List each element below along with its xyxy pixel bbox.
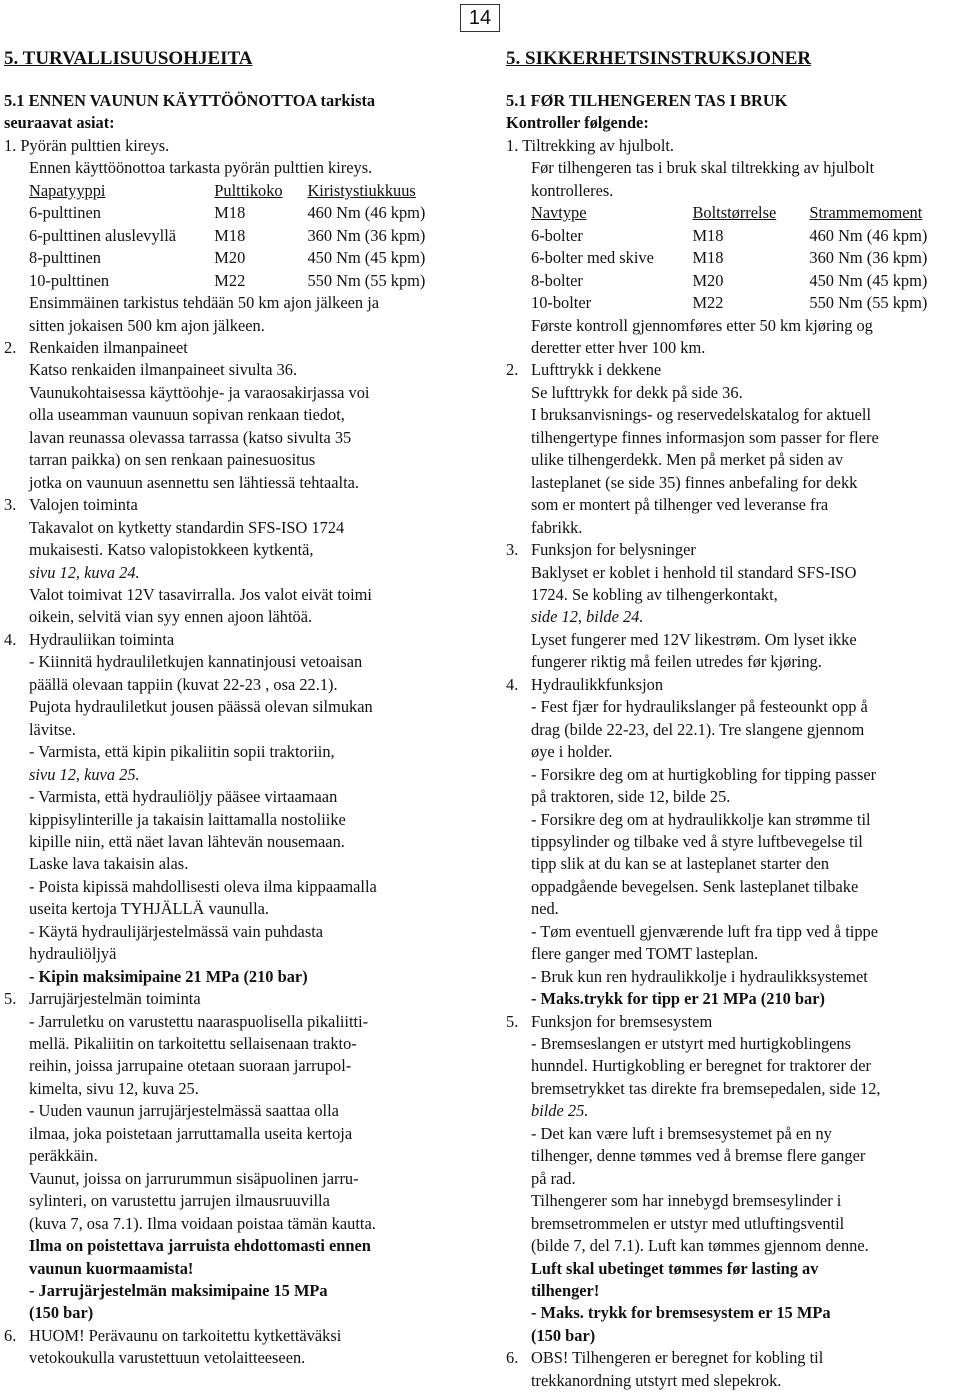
table-cell: 550 Nm (55 kpm) <box>809 293 928 313</box>
table-cell: M18 <box>692 248 724 268</box>
line-text: fungerer riktig må feilen utredes før kjøring. <box>531 652 822 672</box>
item-number: 3. <box>4 495 17 515</box>
line-text: I bruksanvisnings- og reservedelskatalog for aktuell <box>531 405 872 425</box>
text-line <box>4 719 466 741</box>
table-cell: 6-pulttinen <box>29 203 101 223</box>
text-line <box>506 1190 958 1212</box>
text-line <box>4 809 466 831</box>
text-line <box>4 696 466 718</box>
table-cell: M18 <box>214 225 246 245</box>
text-line <box>506 315 958 337</box>
line-text: tilhengertype finnes informasjon som passer for flere <box>531 427 879 447</box>
line-text: - Forsikre deg om at hydraulikkolje kan strømme til <box>531 809 871 829</box>
text-line <box>4 1123 466 1145</box>
numbered-item-line <box>4 494 466 516</box>
text-line <box>506 1168 958 1190</box>
line-text: - Jarruletku on varustettu naaraspuolisella pikaliitti- <box>29 1011 369 1031</box>
line-text: bilde 25. <box>531 1101 589 1121</box>
text-line <box>506 1258 958 1280</box>
line-text: fabrikk. <box>531 517 583 537</box>
table-row <box>506 270 958 292</box>
text-line <box>506 651 958 673</box>
text-line <box>4 651 466 673</box>
section-heading: 5. TURVALLISUUSOHJEITA <box>4 48 253 69</box>
table-cell: 6-bolter <box>531 225 583 245</box>
text-line <box>506 517 958 539</box>
text-line <box>4 853 466 875</box>
numbered-item-line <box>4 988 466 1010</box>
text-line <box>4 1011 466 1033</box>
line-text: kimelta, sivu 12, kuva 25. <box>29 1078 199 1098</box>
text-line <box>4 427 466 449</box>
table-cell: M22 <box>692 293 724 313</box>
line-text: - Forsikre deg om at hurtigkobling for tipping passer <box>531 764 877 784</box>
line-text: mukaisesti. Katso valopistokkeen kytkentä, <box>29 540 314 560</box>
line-text: - Jarrujärjestelmän maksimipaine 15 MPa <box>29 1281 328 1301</box>
text-line <box>4 562 466 584</box>
table-header-cell: Strammemoment <box>809 203 923 223</box>
line-text: - Poista kipissä mahdollisesti oleva ilma kippaamalla <box>29 876 377 896</box>
text-line <box>506 472 958 494</box>
line-text: Katso renkaiden ilmanpaineet sivulta 36. <box>29 360 298 380</box>
text-line <box>506 696 958 718</box>
line-text: - Bruk kun ren hydraulikkolje i hydraulikksystemet <box>531 966 868 986</box>
line-text: (150 bar) <box>29 1303 94 1323</box>
numbered-item-line <box>506 539 958 561</box>
line-text: kipille niin, että näet lavan lähtevän nousemaan. <box>29 831 345 851</box>
torque-table-header <box>506 202 958 224</box>
line-text: sivu 12, kuva 24. <box>29 562 140 582</box>
numbered-item-line <box>506 1011 958 1033</box>
numbered-item-line <box>4 337 466 359</box>
text-line <box>4 449 466 471</box>
item-text: kontrolleres. <box>531 180 614 200</box>
line-text: (kuva 7, osa 7.1). Ilma voidaan poistaa tämän kautta. <box>29 1213 376 1233</box>
text-line <box>4 966 466 988</box>
line-text: oikein, selvitä vian syy ennen ajoon lähtöä. <box>29 607 313 627</box>
text-line <box>4 876 466 898</box>
line-text: Hydrauliikan toiminta <box>29 629 175 649</box>
line-text: øye i holder. <box>531 742 613 762</box>
text-line <box>506 876 958 898</box>
table-cell: 6-pulttinen aluslevyllä <box>29 225 177 245</box>
table-row <box>506 247 958 269</box>
text-line <box>4 674 466 696</box>
text-line <box>4 292 466 314</box>
text-line <box>4 382 466 404</box>
line-text: - Käytä hydraulijärjestelmässä vain puhdasta <box>29 921 324 941</box>
table-cell: 450 Nm (45 kpm) <box>307 248 426 268</box>
line-text: på rad. <box>531 1168 576 1188</box>
table-cell: M18 <box>692 225 724 245</box>
text-line <box>4 517 466 539</box>
table-cell: 460 Nm (46 kpm) <box>307 203 426 223</box>
text-line <box>4 315 466 337</box>
item-text: Ennen käyttöönottoa tarkasta pyörän pulttien kireys. <box>29 158 373 178</box>
text-line <box>4 1033 466 1055</box>
line-text: Valot toimivat 12V tasavirralla. Jos valot eivät toimi <box>29 584 372 604</box>
table-cell: 360 Nm (36 kpm) <box>307 225 426 245</box>
line-text: tippsylinder og tilbake ved å styre luftbevegelse til <box>531 831 863 851</box>
line-text: - Kipin maksimipaine 21 MPa (210 bar) <box>29 966 308 986</box>
text-line <box>4 831 466 853</box>
line-text: lävitse. <box>29 719 76 739</box>
line-text: side 12, bilde 24. <box>531 607 644 627</box>
line-text: - Varmista, että kipin pikaliitin sopii traktoriin, <box>29 742 335 762</box>
line-text: Vaunukohtaisessa käyttöohje- ja varaosakirjassa voi <box>29 382 370 402</box>
line-text: - Varmista, että hydrauliöljy pääsee virtaamaan <box>29 787 338 807</box>
torque-table <box>506 225 958 315</box>
text-line <box>506 1055 958 1077</box>
item-number: 2. <box>506 360 519 380</box>
line-text: Jarrujärjestelmän toiminta <box>29 989 201 1009</box>
numbered-item-line <box>506 359 958 381</box>
text-line <box>4 1190 466 1212</box>
text-line <box>4 404 466 426</box>
numbered-item-line <box>4 629 466 651</box>
text-line <box>506 584 958 606</box>
text-line <box>4 921 466 943</box>
item-title: 1. Tiltrekking av hjulbolt. <box>506 135 675 155</box>
line-text: Ensimmäinen tarkistus tehdään 50 km ajon jälkeen ja <box>29 293 380 313</box>
text-line <box>4 359 466 381</box>
subsection-title: 5.1 FØR TILHENGEREN TAS I BRUK <box>506 91 788 110</box>
text-line <box>4 898 466 920</box>
text-line <box>506 898 958 920</box>
text-line <box>506 606 958 628</box>
line-text: tipp slik at du kan se at lasteplanet starter den <box>531 854 830 874</box>
numbered-item-line <box>4 1325 466 1347</box>
text-line <box>506 404 958 426</box>
text-line <box>4 786 466 808</box>
text-line <box>4 1055 466 1077</box>
subsection-subtitle: seuraavat asiat: <box>4 113 115 133</box>
text-line <box>506 1325 958 1347</box>
text-line <box>506 809 958 831</box>
norwegian-column <box>506 48 958 1392</box>
text-line <box>506 1213 958 1235</box>
text-line <box>506 764 958 786</box>
table-cell: 10-bolter <box>531 293 592 313</box>
text-line <box>506 1078 958 1100</box>
table-cell: 6-bolter med skive <box>531 248 654 268</box>
line-text: (bilde 7, del 7.1). Luft kan tømmes gjennom denne. <box>531 1236 869 1256</box>
line-text: på traktoren, side 12, bilde 25. <box>531 787 731 807</box>
line-text: Baklyset er koblet i henhold til standard SFS-ISO <box>531 562 857 582</box>
text-line <box>4 1347 466 1369</box>
text-line <box>506 629 958 651</box>
table-cell: 460 Nm (46 kpm) <box>809 225 928 245</box>
line-text: - Fest fjær for hydraulikslanger på festeounkt opp å <box>531 697 868 717</box>
line-text: - Tøm eventuell gjenværende luft fra tipp ved å tippe <box>531 921 878 941</box>
page-number: 14 <box>460 4 500 32</box>
line-text: Første kontroll gjennomføres etter 50 km kjøring og <box>531 315 873 335</box>
table-row <box>4 225 466 247</box>
line-text: tarran paikka) on sen renkaan painesuositus <box>29 450 316 470</box>
text-line <box>506 382 958 404</box>
table-row <box>4 202 466 224</box>
numbered-item-line <box>506 674 958 696</box>
table-cell: M20 <box>692 270 724 290</box>
text-line <box>506 494 958 516</box>
text-line <box>506 1280 958 1302</box>
item-number: 4. <box>506 674 519 694</box>
line-text: Se lufttrykk for dekk på side 36. <box>531 382 743 402</box>
text-line <box>506 1033 958 1055</box>
table-row <box>506 225 958 247</box>
text-line <box>506 921 958 943</box>
text-line <box>4 1280 466 1302</box>
text-line <box>506 719 958 741</box>
line-text: Laske lava takaisin alas. <box>29 854 189 874</box>
text-line <box>506 943 958 965</box>
line-text: Vaunut, joissa on jarrurummun sisäpuolinen jarru- <box>29 1168 359 1188</box>
line-text: vaunun kuormaamista! <box>29 1258 194 1278</box>
table-header-cell: Navtype <box>531 203 587 223</box>
table-header-cell: Pulttikoko <box>214 180 283 200</box>
table-cell: 10-pulttinen <box>29 270 110 290</box>
line-text: tilhenger, denne tømmes ved å bremse flere ganger <box>531 1146 866 1166</box>
line-text: 1724. Se kobling av tilhengerkontakt, <box>531 584 778 604</box>
text-line <box>506 427 958 449</box>
text-line <box>4 1302 466 1324</box>
table-header-cell: Boltstørrelse <box>692 203 777 223</box>
table-cell: 550 Nm (55 kpm) <box>307 270 426 290</box>
subsection-subtitle: Kontroller følgende: <box>506 113 649 133</box>
line-text: Ilma on poistettava jarruista ehdottomasti ennen <box>29 1236 371 1256</box>
text-line <box>506 337 958 359</box>
line-text: bremsetrykket tas direkte fra bremsepedalen, side 12, <box>531 1078 881 1098</box>
text-line <box>506 1235 958 1257</box>
line-text: mellä. Pikaliitin on tarkoitettu sellaisenaan trakto- <box>29 1034 357 1054</box>
line-text: - Maks.trykk for tipp er 21 MPa (210 bar) <box>531 989 825 1009</box>
line-text: jotka on vaunuun asennettu sen lähtiessä tehtaalta. <box>29 472 359 492</box>
torque-table-header <box>4 180 466 202</box>
text-line <box>506 1370 958 1392</box>
item-number: 5. <box>4 989 17 1009</box>
line-text: sitten jokaisen 500 km ajon jälkeen. <box>29 315 265 335</box>
instruction-text <box>4 292 466 1370</box>
line-text: Valojen toiminta <box>29 495 138 515</box>
line-text: (150 bar) <box>531 1325 596 1345</box>
table-cell: 360 Nm (36 kpm) <box>809 248 928 268</box>
line-text: kippisylinterille ja takaisin laittamalla nostoliike <box>29 809 346 829</box>
line-text: flere ganger med TOMT lasteplan. <box>531 944 759 964</box>
text-line <box>506 1100 958 1122</box>
text-line <box>4 472 466 494</box>
text-line <box>4 741 466 763</box>
table-cell: M22 <box>214 270 246 290</box>
table-row <box>4 247 466 269</box>
item-number: 2. <box>4 337 17 357</box>
text-line <box>506 1123 958 1145</box>
section-heading: 5. SIKKERHETSINSTRUKSJONER <box>506 48 812 69</box>
table-cell: M20 <box>214 248 246 268</box>
line-text: trekkanordning utstyrt med slepekrok. <box>531 1370 782 1390</box>
line-text: useita kertoja TYHJÄLLÄ vaunulla. <box>29 899 270 919</box>
text-line <box>506 831 958 853</box>
line-text: ned. <box>531 899 559 919</box>
text-line <box>4 1258 466 1280</box>
line-text: - Bremseslangen er utstyrt med hurtigkoblingens <box>531 1034 852 1054</box>
table-cell: 8-bolter <box>531 270 583 290</box>
instruction-text <box>506 315 958 1393</box>
line-text: lasteplanet (se side 35) finnes anbefaling for dekk <box>531 472 858 492</box>
line-text: Funksjon for bremsesystem <box>531 1011 713 1031</box>
line-text: Luft skal ubetinget tømmes før lasting av <box>531 1258 819 1278</box>
line-text: vetokoukulla varustettuun vetolaitteeseen. <box>29 1348 306 1368</box>
line-text: hydrauliöljyä <box>29 944 117 964</box>
numbered-item-line <box>506 1347 958 1369</box>
line-text: Hydraulikkfunksjon <box>531 674 664 694</box>
line-text: bremsetrommelen er utstyr med utluftingsventil <box>531 1213 845 1233</box>
finnish-column <box>4 48 466 1370</box>
text-line <box>506 853 958 875</box>
text-line <box>506 966 958 988</box>
line-text: reihin, joissa jarrupaine otetaan suoraan jarrupol- <box>29 1056 352 1076</box>
text-line <box>4 764 466 786</box>
text-line <box>4 1078 466 1100</box>
line-text: ilmaa, joka poistetaan jarruttamalla useita kertoja <box>29 1123 353 1143</box>
torque-table <box>4 202 466 292</box>
line-text: OBS! Tilhengeren er beregnet for kobling til <box>531 1348 824 1368</box>
line-text: - Uuden vaunun jarrujärjestelmässä saattaa olla <box>29 1101 339 1121</box>
text-line <box>4 1235 466 1257</box>
line-text: Pujota hydrauliletkut jousen päässä olevan silmukan <box>29 697 373 717</box>
line-text: hunndel. Hurtigkobling er beregnet for traktorer der <box>531 1056 871 1076</box>
text-line <box>4 539 466 561</box>
text-line <box>506 786 958 808</box>
item-number: 5. <box>506 1011 519 1031</box>
line-text: ulike tilhengerdekk. Men på merket på siden av <box>531 450 844 470</box>
text-line <box>4 1213 466 1235</box>
text-line <box>4 1100 466 1122</box>
text-line <box>506 1145 958 1167</box>
line-text: lavan reunassa olevassa tarrassa (katso sivulta 35 <box>29 427 352 447</box>
line-text: peräkkäin. <box>29 1146 98 1166</box>
text-line <box>506 449 958 471</box>
item-number: 6. <box>4 1325 17 1345</box>
table-row <box>4 270 466 292</box>
line-text: Renkaiden ilmanpaineet <box>29 337 188 357</box>
line-text: päällä olevaan tappiin (kuvat 22-23 , osa 22.1). <box>29 674 338 694</box>
text-line <box>4 1145 466 1167</box>
line-text: oppadgående bevegelsen. Senk lasteplanet tilbake <box>531 876 859 896</box>
line-text: Funksjon for belysninger <box>531 540 696 560</box>
line-text: tilhenger! <box>531 1281 600 1301</box>
table-header-cell: Napatyyppi <box>29 180 106 200</box>
line-text: HUOM! Perävaunu on tarkoitettu kytkettäväksi <box>29 1325 342 1345</box>
table-header-cell: Kiristystiukkuus <box>307 180 416 200</box>
line-text: Lufttrykk i dekkene <box>531 360 662 380</box>
text-line <box>4 606 466 628</box>
text-line <box>506 988 958 1010</box>
table-cell: M18 <box>214 203 246 223</box>
line-text: som er montert på tilhenger ved leveranse fra <box>531 495 829 515</box>
line-text: - Det kan være luft i bremsesystemet på en ny <box>531 1123 832 1143</box>
line-text: Tilhengerer som har innebygd bremsesylinder i <box>531 1191 842 1211</box>
line-text: olla useamman vaunuun sopivan renkaan tiedot, <box>29 405 345 425</box>
item-text: Før tilhengeren tas i bruk skal tiltrekking av hjulbolt <box>531 158 875 178</box>
text-line <box>4 943 466 965</box>
item-number: 4. <box>4 629 17 649</box>
text-line <box>506 1302 958 1324</box>
line-text: - Maks. trykk for bremsesystem er 15 MPa <box>531 1303 831 1323</box>
text-line <box>506 562 958 584</box>
subsection-title: 5.1 ENNEN VAUNUN KÄYTTÖÖNOTTOA tarkista <box>4 91 376 110</box>
line-text: deretter etter hver 100 km. <box>531 337 706 357</box>
line-text: Lyset fungerer med 12V likestrøm. Om lyset ikke <box>531 629 857 649</box>
line-text: sivu 12, kuva 25. <box>29 764 140 784</box>
line-text: Takavalot on kytketty standardin SFS-ISO 1724 <box>29 517 345 537</box>
table-row <box>506 292 958 314</box>
table-cell: 8-pulttinen <box>29 248 101 268</box>
text-line <box>4 584 466 606</box>
line-text: - Kiinnitä hydrauliletkujen kannatinjousi vetoaisan <box>29 652 363 672</box>
text-line <box>506 741 958 763</box>
item-title: 1. Pyörän pulttien kireys. <box>4 135 170 155</box>
table-cell: 450 Nm (45 kpm) <box>809 270 928 290</box>
line-text: sylinteri, on varustettu jarrujen ilmausruuvilla <box>29 1191 330 1211</box>
item-number: 6. <box>506 1348 519 1368</box>
item-number: 3. <box>506 540 519 560</box>
text-line <box>4 1168 466 1190</box>
line-text: drag (bilde 22-23, del 22.1). Tre slangene gjennom <box>531 719 865 739</box>
